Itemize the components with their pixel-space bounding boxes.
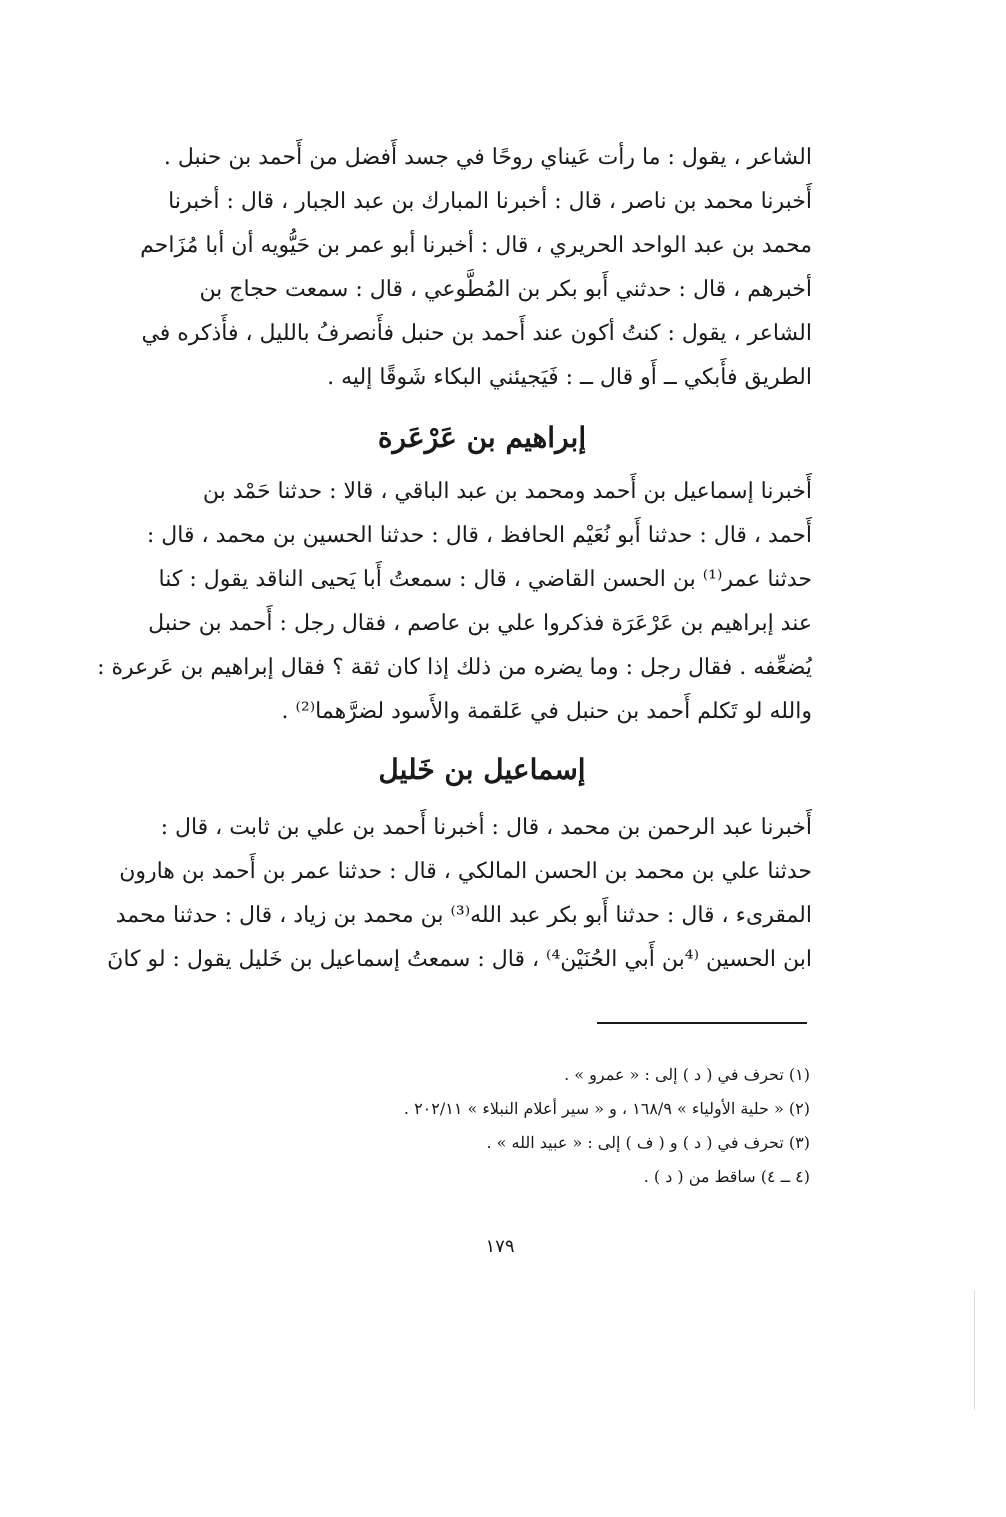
footnote-separator (597, 1022, 807, 1024)
text-line: والله لو تَكلم أَحمد بن حنبل في عَلقمة والأَسود لضرَّهما⁽²⁾ . (281, 699, 812, 724)
text-line: أَخبرنا إسماعيل بن أَحمد ومحمد بن عبد الباقي ، قالا : حدثنا حَمْد بن (202, 479, 812, 504)
text-line: ابن الحسين ⁽⁴بن أَبي الحُنَيْن⁴⁾ ، قال : سمعتُ إسماعيل بن خَليل يقول : لو كانَ (107, 947, 812, 972)
scan-margin-line (974, 1290, 975, 1410)
text-line: أَخبرنا محمد بن ناصر ، قال : أخبرنا المبارك بن عبد الجبار ، قال : أخبرنا (168, 189, 812, 214)
text-line: حدثنا عمر⁽¹⁾ بن الحسن القاضي ، قال : سمعتُ أَبا يَحيى الناقد يقول : كنا (158, 567, 812, 592)
paragraph-continuation (152, 136, 812, 180)
text-line: المقرىء ، قال : حدثنا أَبو بكر عبد الله⁽³⁾ بن محمد بن زياد ، قال : حدثنا محمد (115, 903, 812, 928)
footnote-item: (١) تحرف في ( د ) إلى : « عمرو » . (564, 1065, 810, 1084)
footnote-item: (٢) « حلية الأولياء » ١٦٨/٩ ، و « سير أعلام النبلاء » ٢٠٢/١١ . (403, 1099, 810, 1118)
text-line: الطريق فأَبكي ــ أَو قال ــ : فَيَجيئني البكاء شَوقًا إليه . (327, 365, 812, 390)
text-line: أخبرهم ، قال : حدثني أَبو بكر بن المُطَّوعي ، قال : سمعت حجاج بن (199, 277, 812, 302)
footnotes (300, 1058, 810, 1194)
paragraph-ibrahim-narration (97, 470, 812, 734)
text-line: يُضعِّفه . فقال رجل : وما يضره من ذلك إذا كان ثقة ؟ فقال إبراهيم بن عَرعرة : (97, 655, 812, 680)
paragraph-hajjaj-narration (140, 180, 812, 400)
text-line: أَحمد ، قال : حدثنا أَبو نُعَيْم الحافظ ، قال : حدثنا الحسين بن محمد ، قال : (146, 523, 812, 548)
text-line: الشاعر ، يقول : ما رأت عَيناي روحًا في جسد أَفضل من أَحمد بن حنبل . (163, 145, 812, 170)
section-heading-ismail: إسماعيل بن خَليل (378, 753, 586, 786)
text-line: الشاعر ، يقول : كنتُ أكون عند أَحمد بن حنبل فأَنصرفُ بالليل ، فأَذكره في (141, 321, 812, 346)
text-line: محمد بن عبد الواحد الحريري ، قال : أخبرنا أبو عمر بن حَيُّويه أن أبا مُزَاحم (140, 233, 812, 258)
footnote-item: (٣) تحرف في ( د ) و ( ف ) إلى : « عبيد الله » . (486, 1133, 810, 1152)
section-heading-ibrahim: إبراهيم بن عَرْعَرة (377, 421, 587, 454)
page-number: ١٧٩ (485, 1236, 515, 1257)
paragraph-ismail-narration (107, 806, 812, 982)
footnote-item: (٤ ــ ٤) ساقط من ( د ) . (643, 1167, 810, 1186)
text-line: عند إبراهيم بن عَرْعَرَة فذكروا علي بن عاصم ، فقال رجل : أَحمد بن حنبل (148, 611, 812, 636)
text-line: أَخبرنا عبد الرحمن بن محمد ، قال : أخبرنا أَحمد بن علي بن ثابت ، قال : (160, 815, 812, 840)
text-line: حدثنا علي بن محمد بن الحسن المالكي ، قال : حدثنا عمر بن أَحمد بن هارون (119, 859, 812, 884)
